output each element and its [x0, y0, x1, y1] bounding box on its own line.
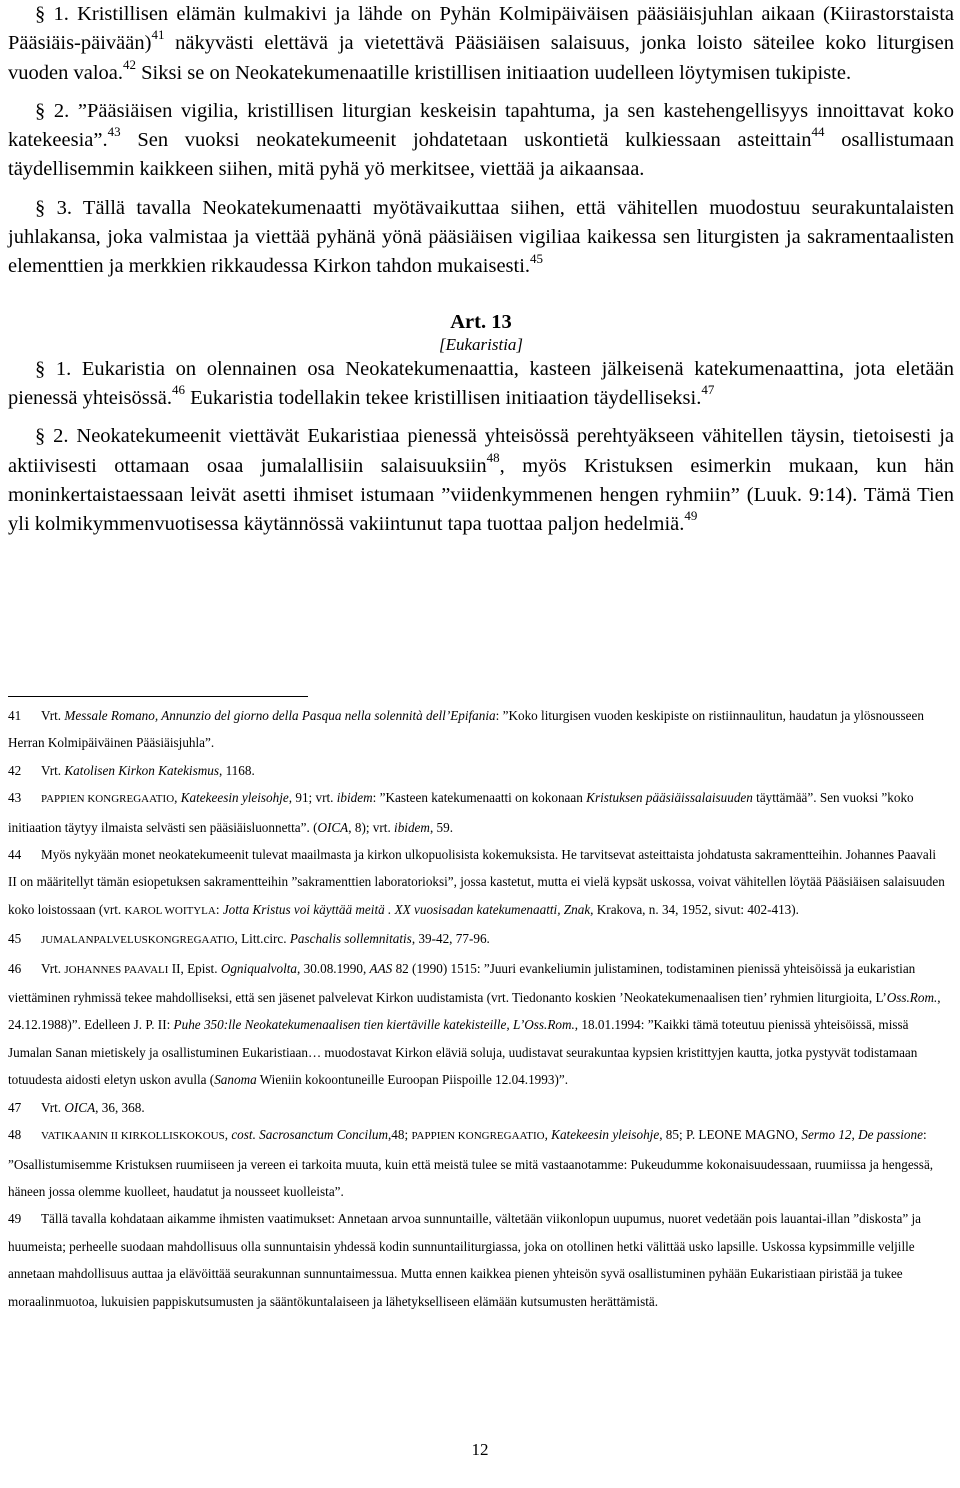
footnote-49: 49 Tällä tavalla kohdataan aikamme ihmisten vaatimukset: Annetaan arvoa sunnuntaille, vältetään viikonlopun uupumus, nuoret vedetään pois lauantai-illan ”diskosta” ja huumeista; perheelle suodaan mahdollisuus olla sunnuntaisin yhdessä kodin sunnuntailiturgiassa, joka on otollinen hetki välittää usko lapsille. Uskossa kypsimmille veljille annetaan mahdollisuus auttaa ja elävöittää seurakunnan sunnuntaimessua. Mutta ennen kaikkea pienen yhteisön syvä osallistuminen pyhään Eukaristiaan piristää ja tukee moraalinmuotoa, lukuisien pappiskutsumusten ja sääntökuntalaiseen ja lähetykselliseen elämään kutsumusten herättämistä. — [8, 1211, 922, 1309]
footnote-46: 46 Vrt. JOHANNES PAAVALI II, Epist. Ogniqualvolta, 30.08.1990, AAS 82 (1990) 1515: ”Juuri evankeliumin julistaminen, todistaminen pienissä yhteisöissä ja eukaristian viettäminen ryhmissä tekee mahdolliseksi, että sen jäsenet palvelevat Kirkon uudistamista (vrt. Tiedonanto koskien ’Neokatekumenaalisen tien’ ryhmien liturgioita, L’Oss.Rom., 24.12.1988)”. Edelleen J. P. II: Puhe 350:lle Neokatekumenaalisen tien kiertäville katekisteille, L’Oss.Rom., 18.01.1994: ”Kaikki tämä toteutuu pienissä yhteisöissä, missä Jumalan Sanan mietiskely ja osallistuminen Eukaristiaan… muodostavat Kirkon eläviä soluja, uudistavat seurakuntaa kypsien kristittyjen kautta, jotka pystyvät todistamaan totuudesta aidosti eletyn uskon avulla (Sanoma Wieniin kokoontuneille Euroopan Piispoille 12.04.1993)”. — [8, 960, 941, 1088]
footnotes — [8, 702, 948, 1315]
footnote-44: 44 Myös nykyään monet neokatekumeenit tulevat maailmasta ja kirkon ulkopuolisista kokemuksista. He tarvitsevat asteittaista johdatusta sakramentteihin. Johannes Paavali II on määritellyt tämän esiopetuksen sakramentteihin ”sakramenttien laboratorioksi”, jossa kastetut, mutta ei vielä kypsät uskossa, voivat vähitellen löytää Pääsiäisen salaisuuden koko loistossaan (vrt. KAROL WOITYLA: Jotta Kristus voi käyttää meitä . XX vuosisadan katekumenaatti, Znak, Krakova, n. 34, 1952, sivut: 402-413). — [8, 847, 945, 917]
paragraph-eukaristia-1: § 1. Eukaristia on olennainen osa Neokatekumenaattia, kasteen jälkeisenä katekumenaattina, jota eletään pienessä yhteisössä.$^{46}$ Eukaristia todellakin tekee kristillisen initiaation täydelliseksi.$^{47}$ — [8, 357, 954, 409]
footnote-ref-47[interactable]: 47 — [701, 382, 715, 398]
footnote-ref-45[interactable]: 45 — [530, 250, 544, 266]
paragraph-13-1: § 1. Kristillisen elämän kulmakivi ja lähde on Pyhän Kolmipäiväisen pääsiäisjuhlan aikaan (Kiirastorstaista Pääsiäis-päivään)$^{41}$ näkyvästi elettävä ja vietettävä Pääsiäisen salaisuus, jonka loisto säteilee koko liturgisen vuoden valoa.$^{42}$ Siksi se on Neokatekumenaatille kristillisen initiaation uudelleen löytymisen tukipiste. — [8, 3, 954, 84]
footnote-ref-43[interactable]: 43 — [107, 124, 121, 140]
footnote-45: 45 JUMALANPALVELUSKONGREGAATIO, Litt.circ. Paschalis sollemnitatis, 39-42, 77-96. — [8, 931, 490, 947]
footnote-separator — [8, 696, 308, 697]
page-number: 12 — [471, 1440, 489, 1459]
footnote-ref-49[interactable]: 49 — [684, 508, 698, 524]
main-text — [8, 0, 954, 539]
paragraph-eukaristia-2: § 2. Neokatekumeenit viettävät Eukaristiaa pienessä yhteisössä perehtyäkseen vähitellen täysin, tietoisesti ja aktiivisesti ottamaan osaa jumalallisiin salaisuuksiin$^{48}$, myös Kristuksen esimerkin mukaan, kun hän moninkertaistaessaan leivät asetti ihmiset istumaan ”viidenkymmenen hengen ryhmiin” (Luuk. 9:14). Tämä Tien yli kolmikymmenvuotisessa käytännössä vakiintunut tapa tuottaa paljon hedelmiä.$^{49}$ — [8, 425, 954, 536]
footnote-43: 43 PAPPIEN KONGREGAATIO, Katekeesin yleisohje, 91; vrt. ibidem: ”Kasteen katekumenaatti on kokonaan Kristuksen pääsiäissalaisuuden täyttämää”. Sen vuoksi ”koko initiaation täytyy ilmaista selvästi sen pääsiäisluonnetta”. (OICA, 8); vrt. ibidem, 59. — [8, 790, 914, 835]
footnote-48: 48 VATIKAANIN II KIRKOLLISKOKOUS, cost. Sacrosanctum Concilum,48; PAPPIEN KONGREGAATIO, Katekeesin yleisohje, 85; P. LEONE MAGNO, Sermo 12, De passione: ”Osallistumisemme Kristuksen ruumiiseen ja vereen ei tarkoita muuta, kuin että meistä tulee se mitä vastaanotamme: Pukeudumme kokonaisuudessaan, ruumiissa ja hengessä, häneen jossa olemme kuolleet, haudatut ja nousseet kuolleista”. — [8, 1127, 934, 1199]
footnote-ref-46[interactable]: 46 — [171, 382, 185, 398]
paragraph-13-2: § 2. ”Pääsiäisen vigilia, kristillisen liturgian keskeisin tapahtuma, ja sen kastehengellisyys innoittavat koko katekeesia”.$^{43}$ Sen vuoksi neokatekumeenit johdatetaan uskontietä kulkiessaan asteittain$^{44}$ osallistumaan täydellisemmin kaikkeen siihen, mitä pyhä yö merkitsee, viettää ja aikaansaa. — [8, 99, 955, 181]
footnote-ref-44[interactable]: 44 — [811, 124, 825, 140]
article-title: Art. 13 — [450, 310, 512, 333]
paragraph-13-3: § 3. Tällä tavalla Neokatekumenaatti myötävaikuttaa siihen, että vähitellen muodostuu seurakuntalaisten juhlakansa, joka valmistaa ja viettää pyhänä yönä pääsiäisen vigiliaa kaikessa sen liturgisten ja sakramentaalisten elementtien ja merkkien rikkaudessa Kirkon tahdon mukaisesti.$^{45}$ — [8, 196, 954, 278]
footnote-47: 47 Vrt. OICA, 36, 368. — [8, 1099, 145, 1115]
article-subtitle: [Eukaristia] — [438, 334, 524, 354]
footnote-ref-41[interactable]: 41 — [151, 27, 165, 43]
footnote-ref-48[interactable]: 48 — [486, 449, 500, 465]
footnote-ref-42[interactable]: 42 — [123, 56, 136, 72]
footnote-42: 42 Vrt. Katolisen Kirkon Katekismus, 1168. — [8, 762, 255, 778]
footnote-41: 41 Vrt. Messale Romano, Annunzio del giorno della Pasqua nella solennità dell’Epifania: ”Koko liturgisen vuoden keskipiste on ristiinnaulitun, haudatun ja ylösnousseen Herran Kolmipäiväinen Pääsiäisjuhla”. — [8, 708, 924, 751]
